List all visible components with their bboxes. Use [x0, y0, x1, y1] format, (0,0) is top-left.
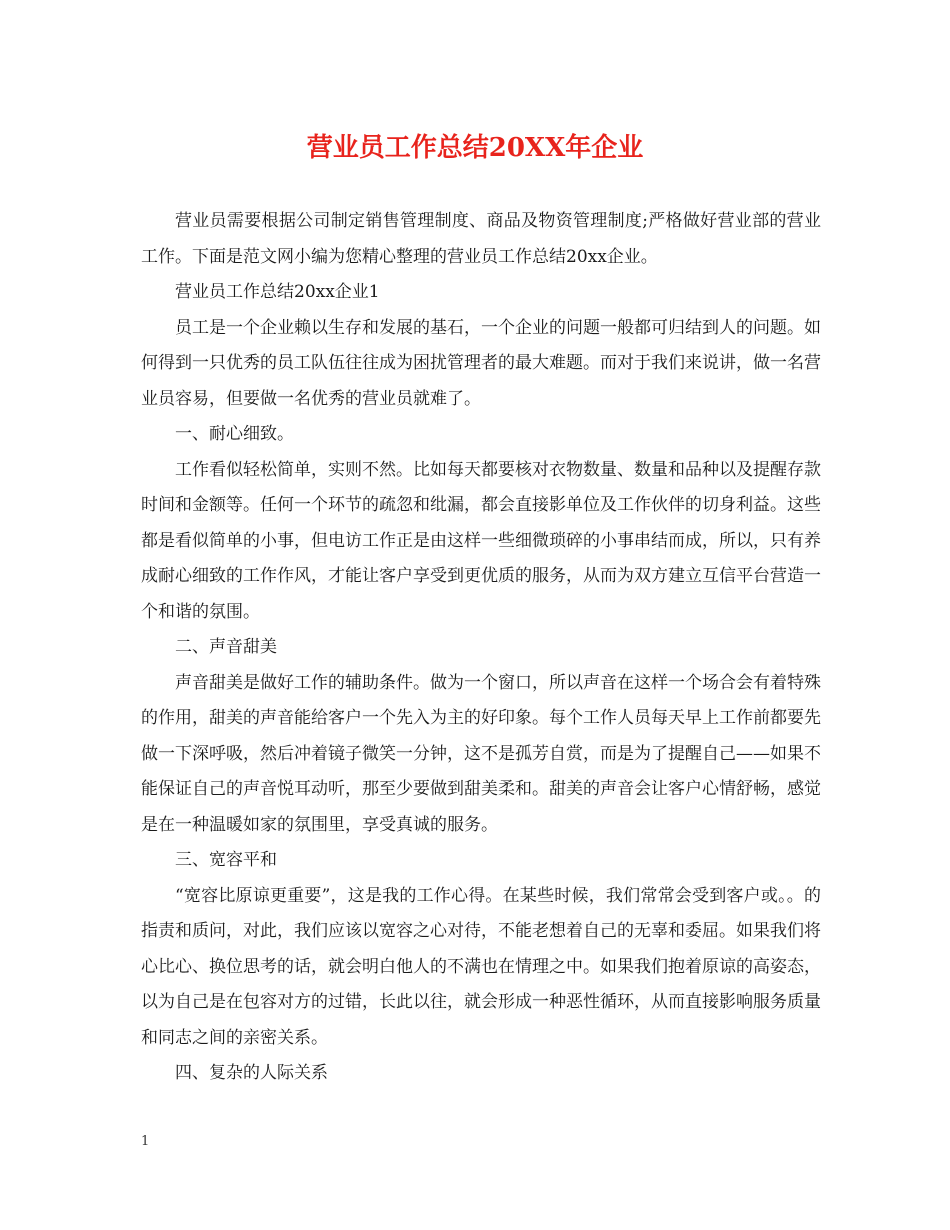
paragraph: “宽容比原谅更重要”，这是我的工作心得。在某些时候，我们常常会受到客户或。。的指责和质问，对此，我们应该以宽容之心对待，不能老想着自己的无辜和委屈。如果我们将心比心、换位思考的话，就会明白他人的不满也在情理之中。如果我们抱着原谅的高姿态，以为自己是在包容对方的过错，长此以往，就会形成一种恶性循环，从而直接影响服务质量和同志之间的亲密关系。 — [141, 885, 821, 1048]
section-heading: 四、复杂的人际关系 — [175, 1063, 328, 1083]
section-heading: 一、耐心细致。 — [175, 424, 294, 444]
paragraph: 工作看似轻松简单，实则不然。比如每天都要核对衣物数量、数量和品种以及提醒存款时间和金额等。任何一个环节的疏忽和纰漏，都会直接影单位及工作伙伴的切身利益。这些都是看似简单的小事，但电访工作正是由这样一些细微琐碎的小事串结而成，所以，只有养成耐心细致的工作作风，才能让客户享受到更优质的服务，从而为双方建立互信平台营造一个和谐的氛围。 — [141, 459, 821, 622]
paragraph-intro: 营业员需要根据公司制定销售管理制度、商品及物资管理制度;严格做好营业部的营业工作。下面是范文网小编为您精心整理的营业员工作总结20xx企业。 — [141, 211, 821, 267]
section-heading: 营业员工作总结20xx企业1 — [175, 282, 380, 302]
paragraph: 员工是一个企业赖以生存和发展的基石，一个企业的问题一般都可归结到人的问题。如何得到一只优秀的员工队伍往往成为困扰管理者的最大难题。而对于我们来说讲，做一名营业员容易，但要做一名优秀的营业员就难了。 — [141, 317, 821, 409]
section-heading: 二、声音甜美 — [175, 637, 277, 657]
document-body — [141, 204, 821, 1092]
page-number: 1 — [141, 1134, 150, 1149]
paragraph: 声音甜美是做好工作的辅助条件。做为一个窗口，所以声音在这样一个场合会有着特殊的作用，甜美的声音能给客户一个先入为主的好印象。每个工作人员每天早上工作前都要先做一下深呼吸，然后冲着镜子微笑一分钟，这不是孤芳自赏，而是为了提醒自己——如果不能保证自己的声音悦耳动听，那至少要做到甜美柔和。甜美的声音会让客户心情舒畅，感觉是在一种温暖如家的氛围里，享受真诚的服务。 — [141, 672, 821, 835]
document-title: 营业员工作总结20XX年企业 — [306, 133, 644, 163]
section-heading: 三、宽容平和 — [175, 850, 277, 870]
